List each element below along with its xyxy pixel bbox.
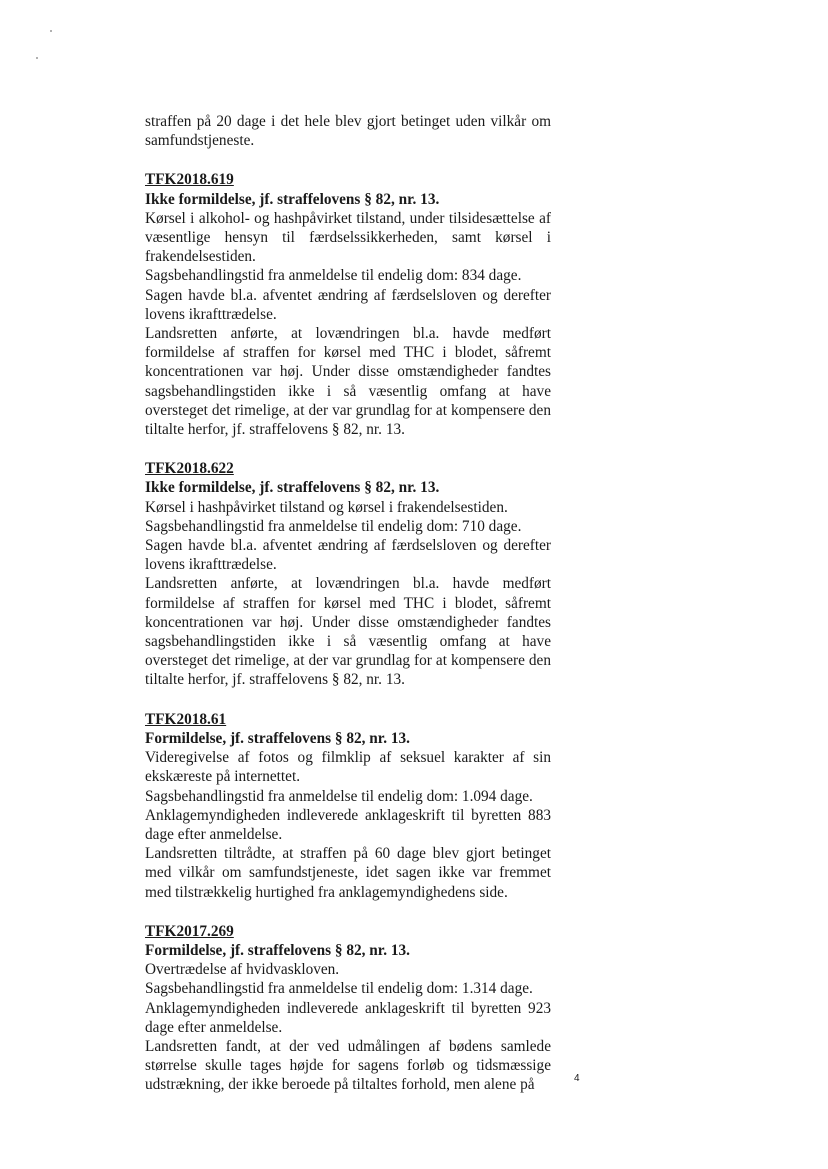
case-section-tfk2018-619 bbox=[145, 170, 551, 439]
case-heading: Ikke formildelse, jf. straffelovens § 82, nr. 13. bbox=[145, 190, 440, 208]
case-section-tfk2017-269 bbox=[145, 922, 551, 1095]
case-paragraph: Sagsbehandlingstid fra anmeldelse til endelig dom: 710 dage. bbox=[145, 517, 522, 535]
page-number: 4 bbox=[574, 1073, 580, 1084]
case-paragraph: Sagen havde bl.a. afventet ændring af færdselsloven og derefter lovens ikrafttrædelse. bbox=[145, 286, 551, 323]
case-heading: Ikke formildelse, jf. straffelovens § 82, nr. 13. bbox=[145, 479, 440, 497]
case-id: TFK2018.61 bbox=[145, 710, 227, 728]
page-body bbox=[145, 112, 551, 1095]
case-paragraph: Overtrædelse af hvidvaskloven. bbox=[145, 961, 340, 979]
case-paragraph: Videregivelse af fotos og filmklip af seksuel karakter af sin ekskæreste på internettet. bbox=[145, 749, 551, 786]
case-paragraph: Sagsbehandlingstid fra anmeldelse til endelig dom: 834 dage. bbox=[145, 267, 522, 285]
case-paragraph: Kørsel i alkohol- og hashpåvirket tilstand, under tilsidesættelse af væsentlige hensyn til færdselssikkerheden, samt kørsel i frakendelsestiden. bbox=[145, 209, 551, 266]
case-section-tfk2018-61 bbox=[145, 710, 551, 902]
case-paragraph: Landsretten fandt, at der ved udmålingen af bødens samlede størrelse skulle tages højde for sagens forløb og tidsmæssige udstrækning, der ikke beroede på tiltaltes forhold, men alene på bbox=[145, 1037, 551, 1094]
case-id: TFK2018.622 bbox=[145, 460, 234, 478]
scan-speck bbox=[36, 57, 38, 59]
scan-speck bbox=[50, 30, 52, 32]
case-paragraph: Landsretten tiltrådte, at straffen på 60 dage blev gjort betinget med vilkår om samfundstjeneste, idet sagen ikke var fremmet med tilstrækkelig hurtighed fra anklagemyndighedens side. bbox=[145, 845, 551, 901]
case-paragraph: Sagsbehandlingstid fra anmeldelse til endelig dom: 1.094 dage. bbox=[145, 787, 533, 805]
case-section-tfk2018-622 bbox=[145, 459, 551, 689]
case-paragraph: Anklagemyndigheden indleverede anklageskrift til byretten 883 dage efter anmeldelse. bbox=[145, 806, 551, 843]
case-paragraph: Landsretten anførte, at lovændringen bl.a. havde medført formildelse af straffen for kørsel med THC i blodet, såfremt koncentrationen var høj. Under disse omstændigheder fandtes sagsbehandlingstiden ikke i så væsentlig omfang at have oversteget det rimelige, at der var grundlag for at kompensere den tiltalte herfor, jf. straffelovens § 82, nr. 13. bbox=[145, 325, 551, 439]
intro-paragraph: straffen på 20 dage i det hele blev gjort betinget uden vilkår om samfundstjeneste. bbox=[145, 113, 551, 150]
case-heading: Formildelse, jf. straffelovens § 82, nr. 13. bbox=[145, 941, 410, 959]
case-paragraph: Sagen havde bl.a. afventet ændring af færdselsloven og derefter lovens ikrafttrædelse. bbox=[145, 537, 551, 574]
case-paragraph: Anklagemyndigheden indleverede anklageskrift til byretten 923 dage efter anmeldelse. bbox=[145, 999, 551, 1036]
case-id: TFK2018.619 bbox=[145, 171, 234, 189]
case-paragraph: Kørsel i hashpåvirket tilstand og kørsel i frakendelsestiden. bbox=[145, 498, 508, 516]
case-id: TFK2017.269 bbox=[145, 922, 234, 940]
case-paragraph: Sagsbehandlingstid fra anmeldelse til endelig dom: 1.314 dage. bbox=[145, 980, 533, 998]
case-paragraph: Landsretten anførte, at lovændringen bl.a. havde medført formildelse af straffen for kørsel med THC i blodet, såfremt koncentrationen var høj. Under disse omstændigheder fandtes sagsbehandlingstiden ikke i så væsentlig omfang at have oversteget det rimelige, at der var grundlag for at kompensere den tiltalte herfor, jf. straffelovens § 82, nr. 13. bbox=[145, 575, 551, 689]
case-heading: Formildelse, jf. straffelovens § 82, nr. 13. bbox=[145, 729, 410, 747]
